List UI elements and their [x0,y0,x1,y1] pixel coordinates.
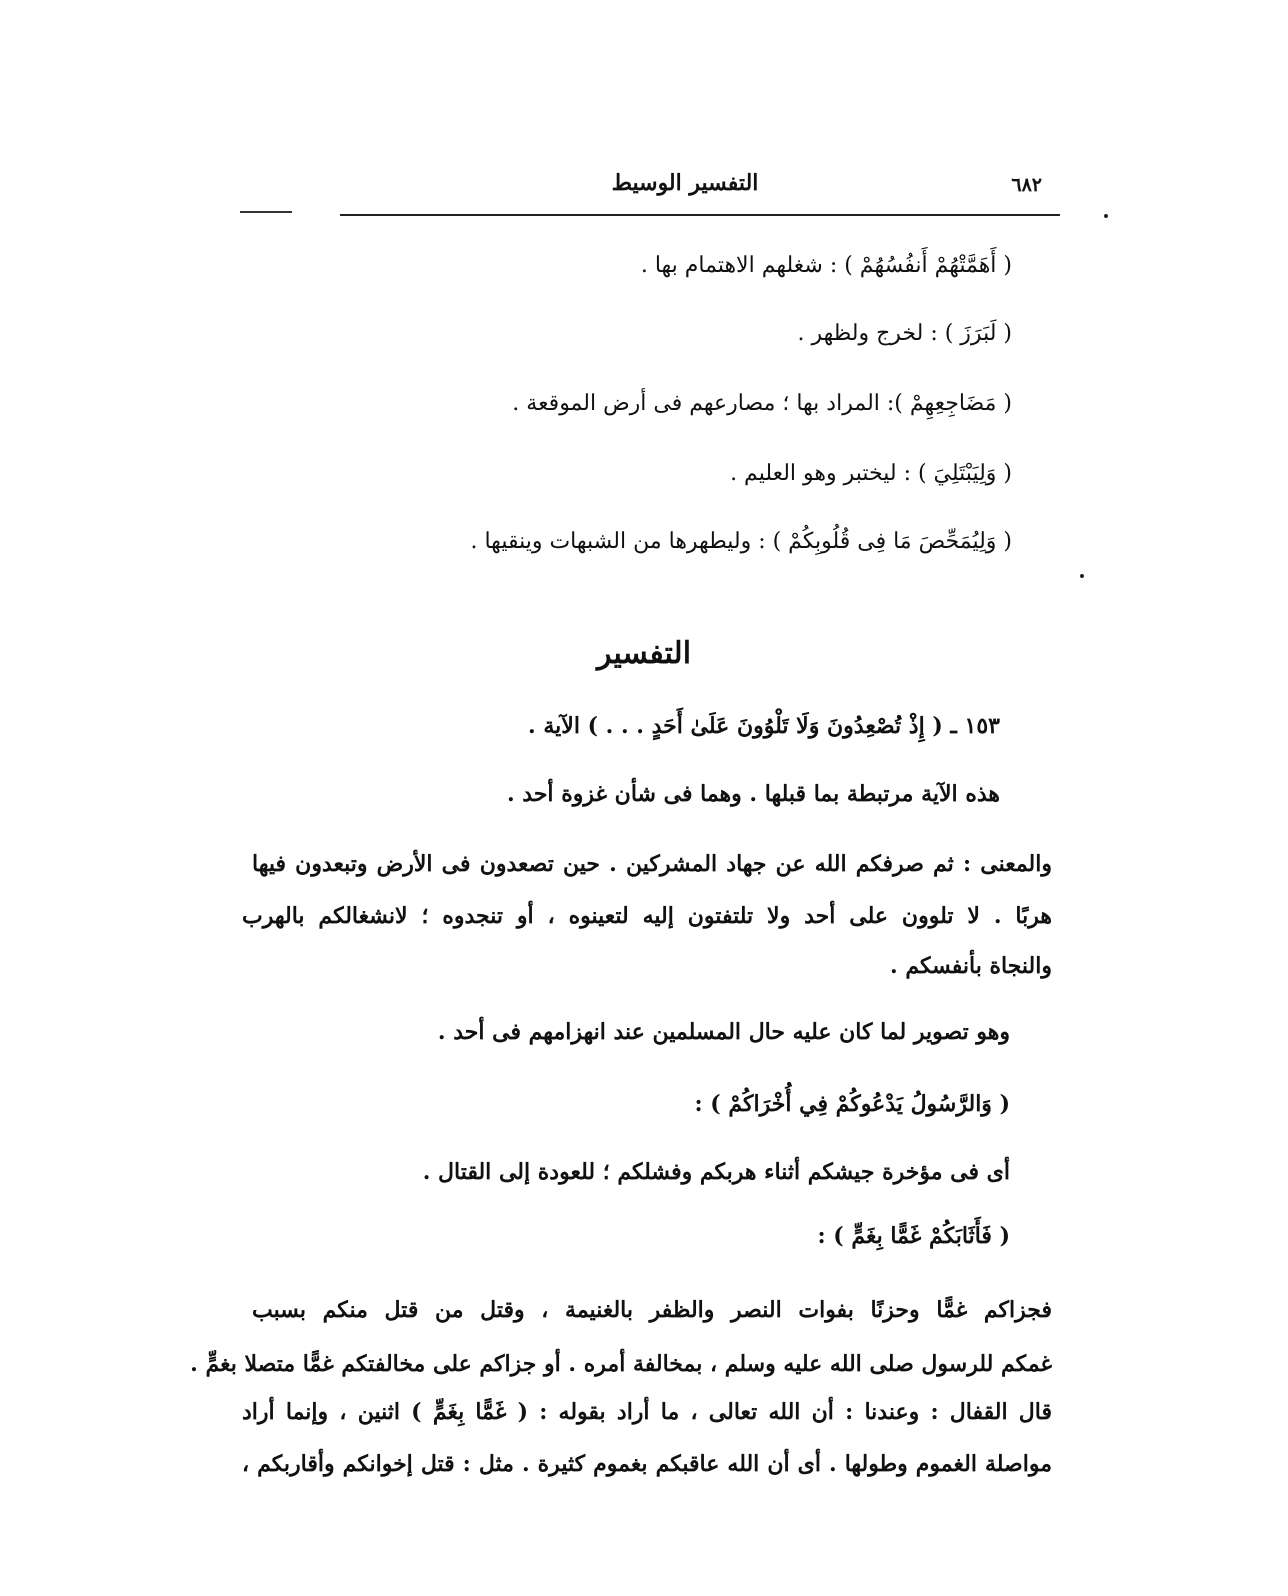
running-title: التفسير الوسيط [611,170,759,196]
definition-line: ( لَبَرَزَ ) : لخرج ولظهر . [797,321,1012,346]
definition-line: ( مَضَاجِعِهِمْ ): المراد بها ؛ مصارعهم فى أرض الموقعة . [512,391,1012,416]
scan-speck [1104,214,1108,218]
section-title: التفسير [596,636,692,671]
verse-phrase: ( وَالرَّسُولُ يَدْعُوكُمْ فِي أُخْرَاكُمْ ) : [694,1091,1010,1117]
explanation-paragraph: أى فى مؤخرة جيشكم أثناء هربكم وفشلكم ؛ للعودة إلى القتال . [422,1159,1010,1185]
final-line: قال القفال : وعندنا : أن الله تعالى ، ما أراد بقوله : ( غَمًّا بِغَمٍّ ) اثنين ، وإنما أراد [242,1399,1052,1425]
header-rule-left [240,211,292,213]
definition-line: ( وَلِيَبْتَلِيَ ) : ليختبر وهو العليم . [730,461,1012,486]
definition-line: ( وَلِيُمَحِّصَ مَا فِى قُلُوبِكُمْ ) : وليطهرها من الشبهات وينقيها . [470,529,1012,554]
depiction-paragraph: وهو تصوير لما كان عليه حال المسلمين عند انهزامهم فى أحد . [437,1019,1010,1045]
scan-speck [1080,574,1084,578]
verse-phrase: ( فَأَثَابَكُمْ غَمًّا بِغَمٍّ ) : [817,1223,1010,1249]
meaning-line: هربًا . لا تلوون على أحد ولا تلتفتون إليه لتعينوه ، أو تنجدوه ؛ لانشغالكم بالهرب [242,903,1052,929]
final-line: فجزاكم غمًّا وحزنًا بفوات النصر والظفر بالغنيمة ، وقتل من قتل منكم بسبب [252,1297,1052,1323]
page-number: ٦٨٢ [1011,174,1042,196]
intro-paragraph: هذه الآية مرتبطة بما قبلها . وهما فى شأن غزوة أحد . [506,781,1000,807]
meaning-line: والمعنى : ثم صرفكم الله عن جهاد المشركين . حين تصعدون فى الأرض وتبعدون فيها [252,851,1052,877]
verse-heading: ١٥٣ ـ ( إِذْ تُصْعِدُونَ وَلَا تَلْوُونَ عَلَىٰ أَحَدٍ . . . ) الآية . [528,713,1000,739]
page-header [340,170,1060,216]
definition-line: ( أَهَمَّتْهُمْ أَنفُسُهُمْ ) : شغلهم الاهتمام بها . [640,253,1012,278]
meaning-line: والنجاة بأنفسكم . [890,953,1052,979]
final-line: غمكم للرسول صلى الله عليه وسلم ، بمخالفة أمره . أو جزاكم على مخالفتكم غمًّا متصلا بغمٍّ . [190,1351,1052,1377]
final-line: مواصلة الغموم وطولها . أى أن الله عاقبكم بغموم كثيرة . مثل : قتل إخوانكم وأقاربكم ، [242,1451,1052,1477]
